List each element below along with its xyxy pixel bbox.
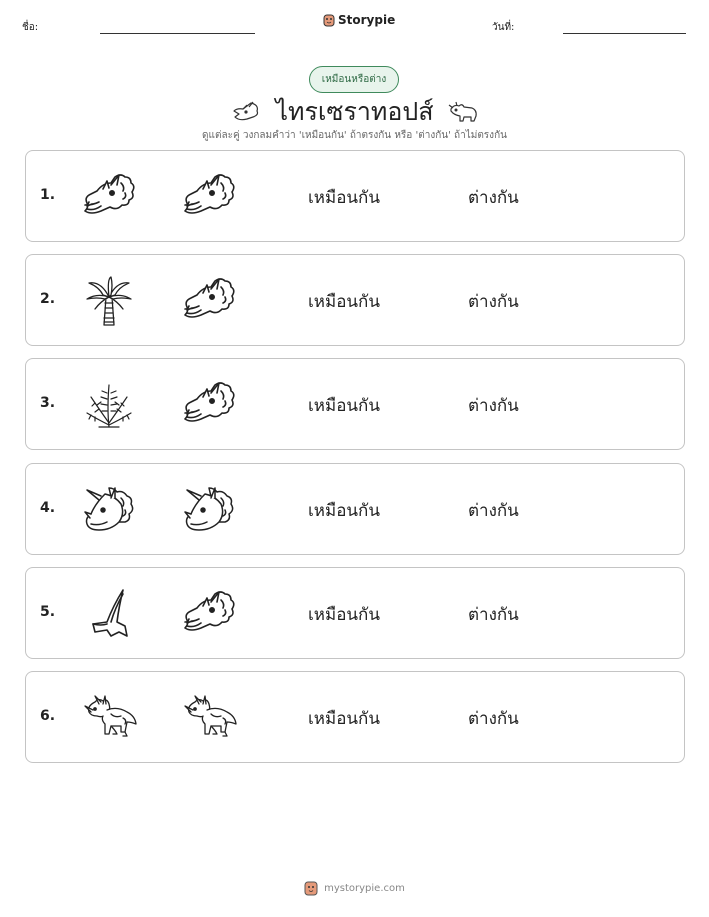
same-option[interactable]: เหมือนกัน xyxy=(308,188,380,208)
triceratops-full-body-icon xyxy=(81,692,137,744)
triceratops-face-front-icon xyxy=(81,484,137,536)
same-option[interactable]: เหมือนกัน xyxy=(308,292,380,313)
name-label: ชื่อ: xyxy=(22,22,39,33)
question-number: 4. xyxy=(40,499,56,516)
triceratops-head-icon xyxy=(231,99,261,125)
worksheet-type-badge: เหมือนหรือต่าง xyxy=(309,66,399,93)
date-label: วันที่: xyxy=(492,22,515,33)
question-number: 1. xyxy=(40,187,56,203)
different-option[interactable]: ต่างกัน xyxy=(468,396,519,417)
brand-logo xyxy=(323,13,395,27)
question-row-6 xyxy=(25,671,685,763)
triceratops-icon xyxy=(448,99,478,125)
storypie-mascot-icon xyxy=(304,880,318,896)
palm-tree-icon xyxy=(81,275,137,327)
question-number: 5. xyxy=(40,603,56,620)
instructions: ดูแต่ละคู่ วงกลมคำว่า 'เหมือนกัน' ถ้าตรงกัน หรือ 'ต่างกัน' ถ้าไม่ตรงกัน xyxy=(202,130,507,141)
name-field[interactable] xyxy=(100,33,255,34)
different-option[interactable]: ต่างกัน xyxy=(468,708,519,729)
triceratops-head-side-icon xyxy=(181,379,237,431)
different-option[interactable]: ต่างกัน xyxy=(468,292,519,313)
same-option[interactable]: เหมือนกัน xyxy=(308,500,380,521)
question-row-5 xyxy=(25,567,685,659)
brand-name: Storypie xyxy=(338,13,396,27)
footer xyxy=(0,880,709,896)
question-row-4 xyxy=(25,463,685,555)
same-option[interactable]: เหมือนกัน xyxy=(308,396,380,417)
storypie-mascot-icon xyxy=(323,13,335,27)
question-list xyxy=(25,150,685,775)
question-number: 3. xyxy=(40,395,56,412)
different-option[interactable]: ต่างกัน xyxy=(468,188,519,208)
question-row-2 xyxy=(25,254,685,346)
question-row-3 xyxy=(25,358,685,450)
triceratops-head-side-icon xyxy=(181,275,237,327)
triceratops-head-side-icon xyxy=(181,588,237,640)
triceratops-face-front-icon xyxy=(181,484,237,536)
same-option[interactable]: เหมือนกัน xyxy=(308,708,380,729)
question-number: 2. xyxy=(40,291,56,308)
question-row-1 xyxy=(25,150,685,242)
footer-url: mystorypie.com xyxy=(324,882,405,894)
same-option[interactable]: เหมือนกัน xyxy=(308,604,380,625)
triceratops-head-side-icon xyxy=(81,171,137,223)
different-option[interactable]: ต่างกัน xyxy=(468,604,519,625)
horn-icon xyxy=(81,588,137,640)
question-number: 6. xyxy=(40,707,56,724)
triceratops-head-side-icon xyxy=(181,171,237,223)
different-option[interactable]: ต่างกัน xyxy=(468,500,519,521)
title-row xyxy=(0,92,709,132)
date-field[interactable] xyxy=(563,33,686,34)
fern-bush-icon xyxy=(81,379,137,431)
page-title: ไทรเซราทอปส์ xyxy=(275,97,434,126)
triceratops-full-body-icon xyxy=(181,692,237,744)
